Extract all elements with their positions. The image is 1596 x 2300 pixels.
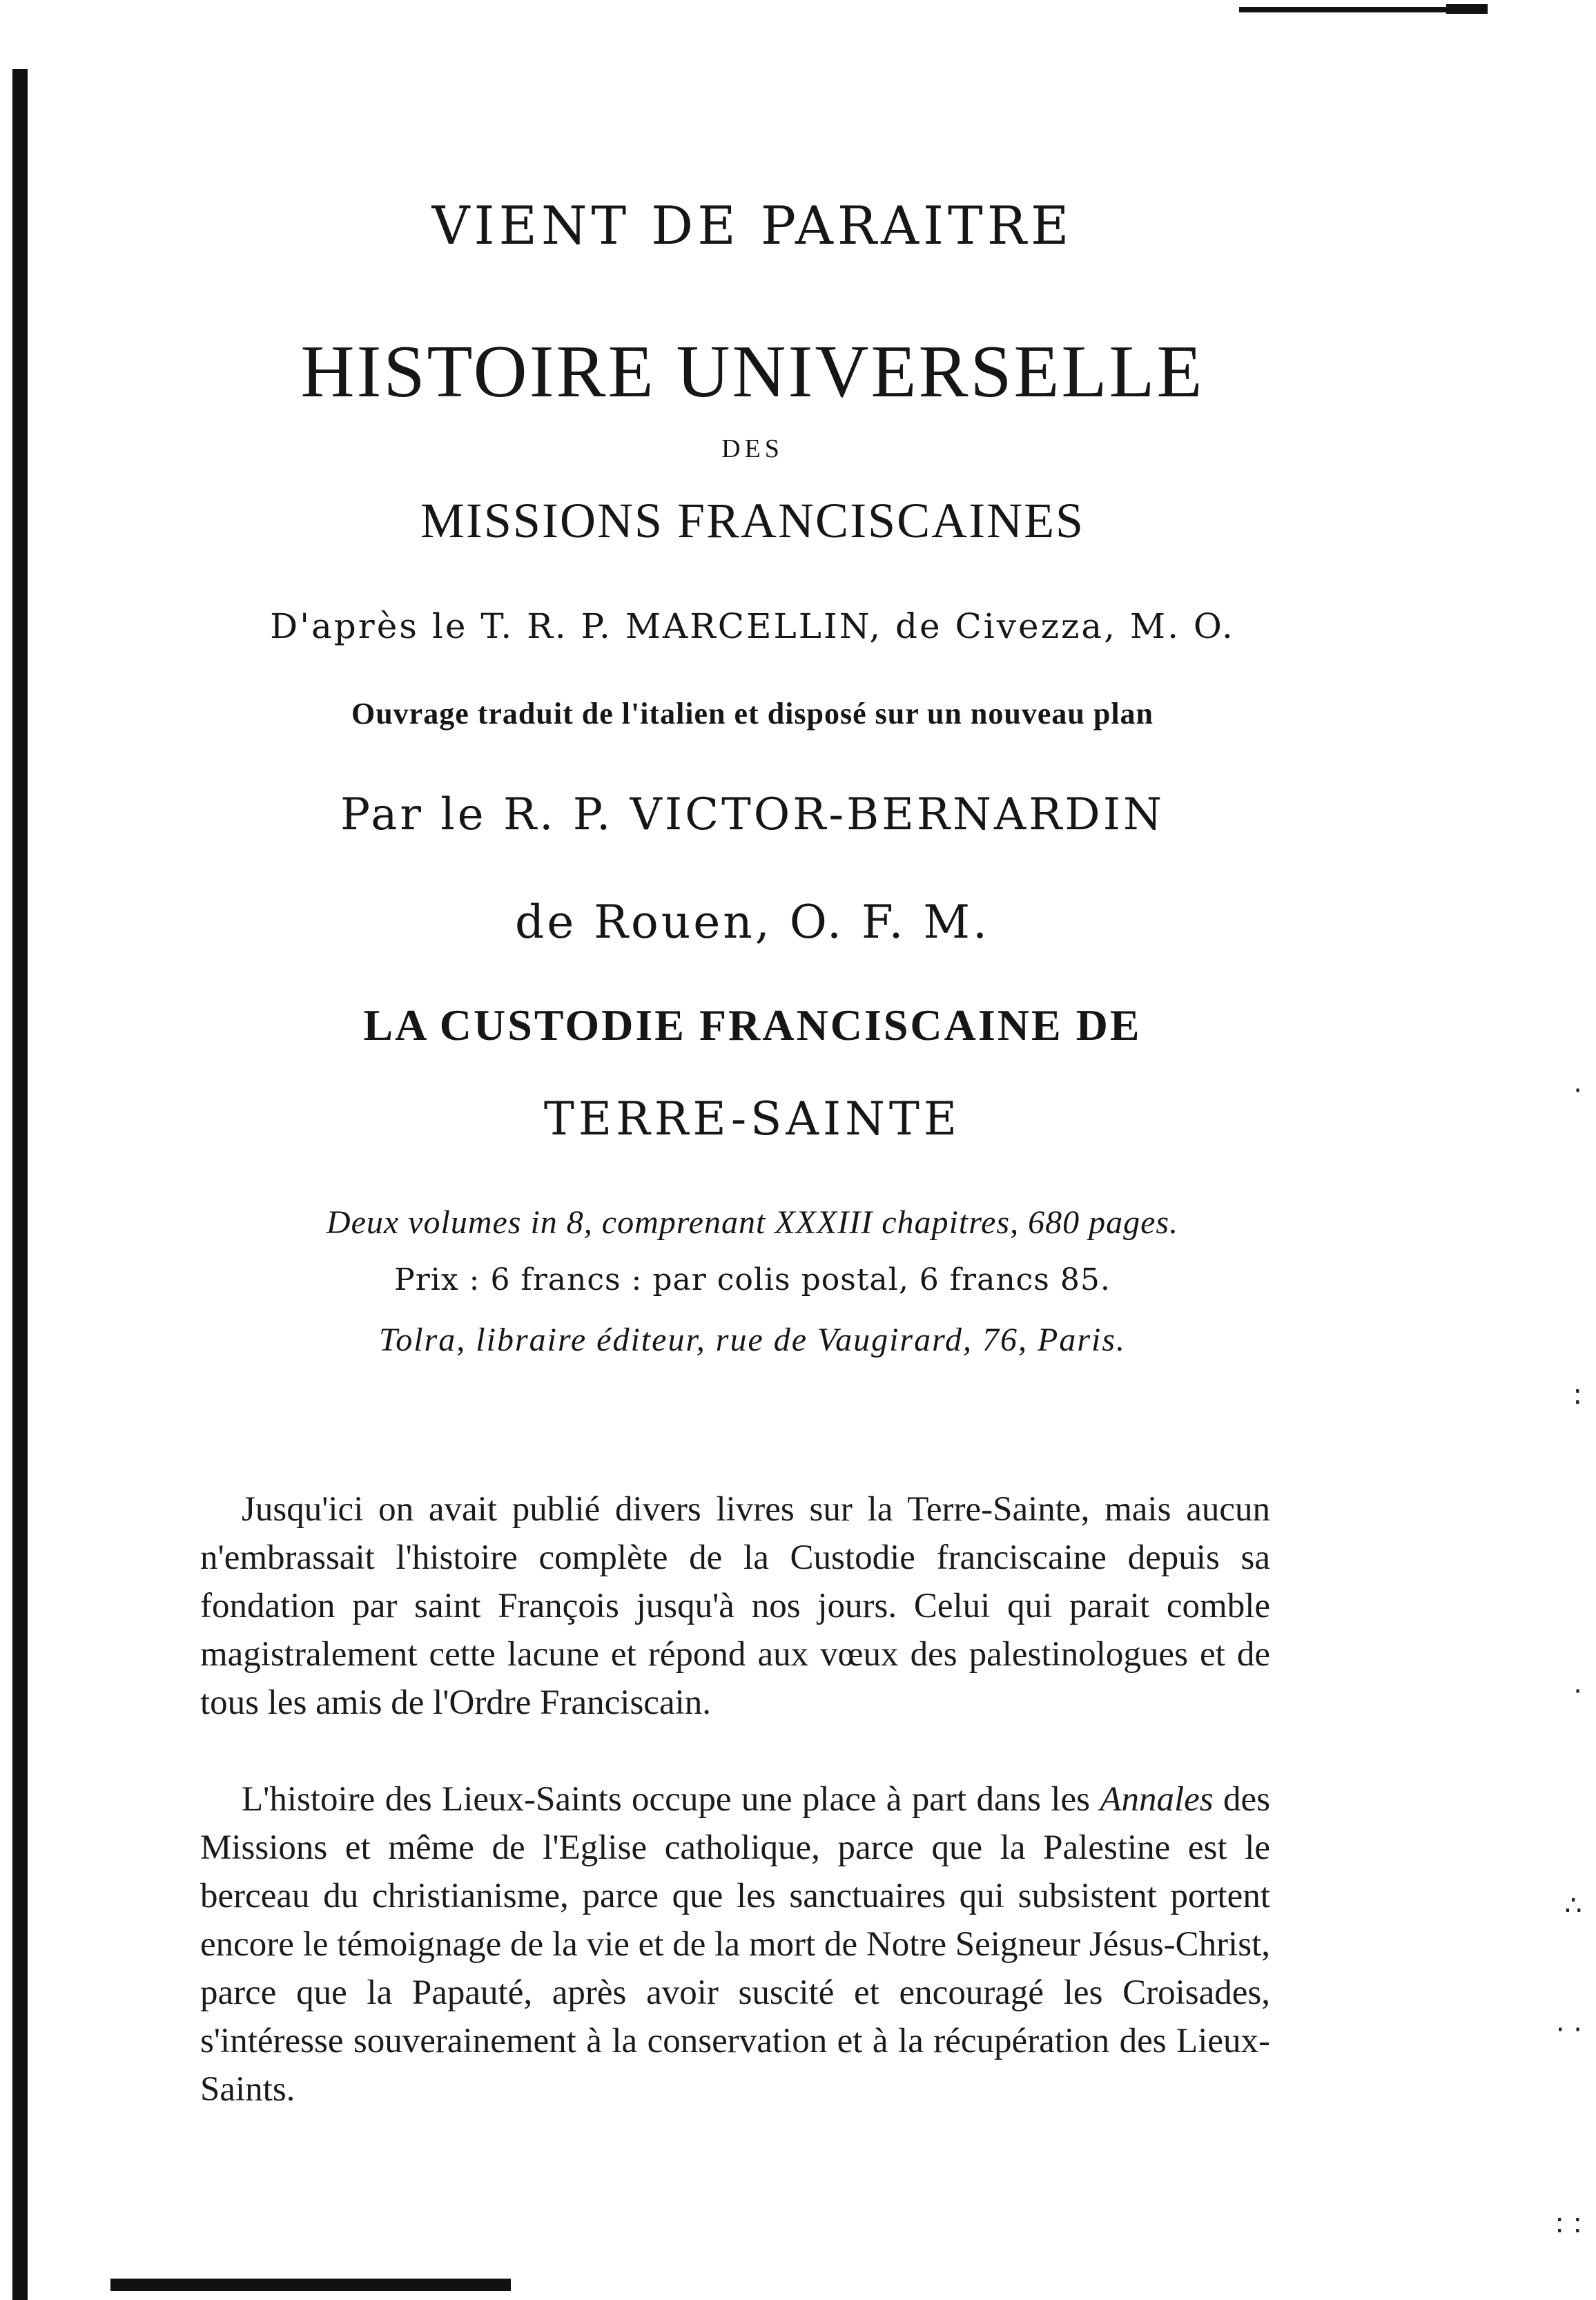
volumes-info: Deux volumes in 8, comprenant XXXIII chapitres, 680 pages. — [326, 1204, 1179, 1241]
price-info: Prix : 6 francs : par colis postal, 6 francs 85. — [394, 1262, 1111, 1297]
book-title: HISTOIRE UNIVERSELLE — [300, 331, 1205, 413]
volume-title: LA CUSTODIE FRANCISCAINE DE — [363, 1001, 1142, 1050]
title-connector: DES — [721, 434, 784, 463]
scan-speck: · — [1573, 1676, 1582, 1708]
scan-speck: ∴ — [1564, 1890, 1582, 1922]
body-paragraph-2 — [200, 1775, 1270, 2114]
scan-speck: · · — [1555, 2014, 1582, 2046]
paragraph-text: L'histoire des Lieux-Saints occupe une place à part dans les — [242, 1780, 1100, 1819]
scan-bottom-rule — [110, 2279, 511, 2291]
publisher-info: Tolra, libraire éditeur, rue de Vaugirard, 76, Paris. — [378, 1322, 1127, 1358]
scan-edge-shadow — [12, 69, 28, 2300]
book-subtitle: MISSIONS FRANCISCAINES — [420, 493, 1085, 548]
body-paragraph-1: Jusqu'ici on avait publié divers livres sur la Terre-Sainte, mais aucun n'embrassait l'histoire complète de la Custodie franciscaine depuis sa fondation par saint François jusqu'à nos jours. Celui qui parait comble magistralement cette lacune et répond aux vœux des palestinologues et de tous les amis de l'Ordre Franciscain. — [200, 1490, 1270, 1722]
announcement-heading: VIENT DE PARAITRE — [431, 195, 1073, 256]
italic-title: Annales — [1100, 1780, 1214, 1819]
translator-line: Par le R. P. VICTOR-BERNARDIN — [340, 789, 1165, 840]
scan-speck: · — [1573, 1075, 1582, 1107]
translator-origin: de Rouen, O. F. M. — [515, 896, 990, 949]
translation-note: Ouvrage traduit de l'italien et disposé sur un nouveau plan — [351, 697, 1154, 731]
paragraph-text: des Missions et même de l'Eglise catholique, parce que la Palestine est le berceau du christianisme, parce que les sanctuaires qui subsistent portent encore le témoignage de la vie et de la mort de Notre Seigneur Jésus-Christ, parce que la Papauté, après avoir suscité et encouragé les Croisades, s'intéresse souverainement à la conservation et à la récupération des Lieux-Saints. — [200, 1780, 1270, 2109]
original-author-line: D'après le T. R. P. MARCELLIN, de Civezza, M. O. — [270, 606, 1235, 646]
scan-speck: : : — [1555, 2207, 1582, 2239]
scan-speck: : — [1573, 1379, 1582, 1411]
scan-top-rule — [1239, 7, 1488, 12]
volume-title-continued: TERRE-SAINTE — [543, 1092, 962, 1146]
